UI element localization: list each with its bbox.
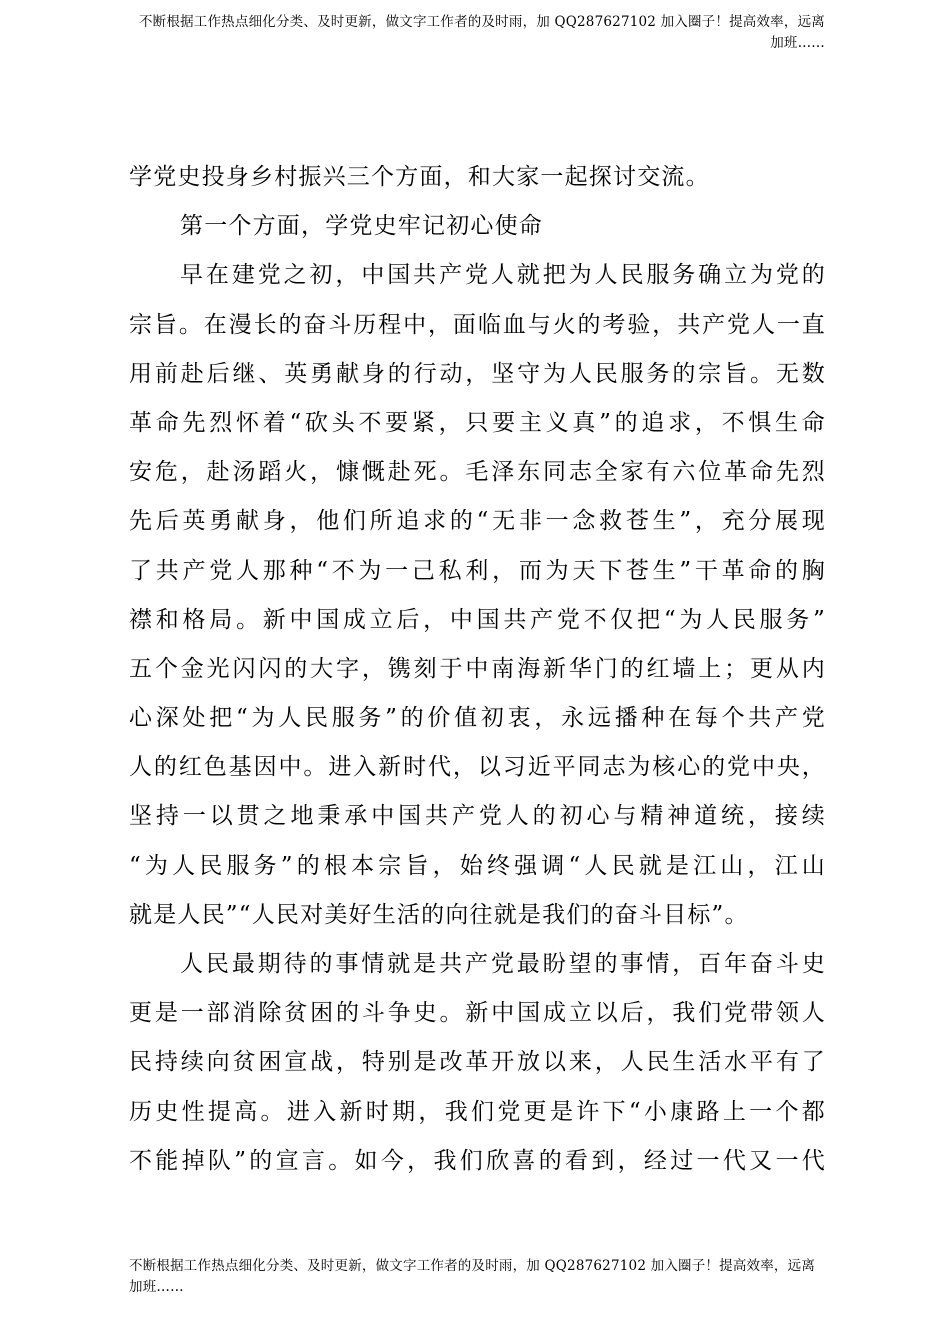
page-header [129, 12, 825, 54]
paragraph-1-line: 心深处把“为人民服务”的价值初衷，永远播种在每个共产党 [129, 705, 826, 732]
paragraph-2-line: 更是一部消除贫困的斗争史。新中国成立以后，我们党带领人 [129, 1000, 826, 1027]
header-line-2: 加班…… [770, 35, 825, 51]
section-heading: 第一个方面，学党史牢记初心使命 [180, 213, 543, 240]
paragraph-2-line: 人民最期待的事情就是共产党最盼望的事情，百年奋斗史 [180, 951, 826, 977]
paragraph-1-line: 用前赴后继、英勇献身的行动，坚守为人民服务的宗旨。无数 [129, 360, 826, 387]
header-line-1: 不断根据工作热点细化分类、及时更新，做文字工作者的及时雨，加 QQ287627102 加入圈子！提高效率，远离 [138, 14, 825, 30]
paragraph-1-line: 五个金光闪闪的大字，镌刻于中南海新华门的红墙上；更从内 [129, 655, 826, 682]
paragraph-1-line: 早在建党之初，中国共产党人就把为人民服务确立为党的 [180, 262, 826, 289]
paragraph-1-line: 坚持一以贯之地秉承中国共产党人的初心与精神道统，接续 [129, 803, 826, 830]
document-body [129, 153, 826, 1186]
paragraph-2-line: 民持续向贫困宣战，特别是改革开放以来，人民生活水平有了 [129, 1049, 826, 1076]
footer-line-1: 不断根据工作热点细化分类、及时更新，做文字工作者的及时雨，加 QQ287627102 加入圈子！提高效率，远离 [129, 1258, 816, 1274]
paragraph-0-line: 学党史投身乡村振兴三个方面，和大家一起探讨交流。 [129, 164, 710, 190]
paragraph-1-line: 襟和格局。新中国成立后，中国共产党不仅把“为人民服务” [129, 606, 826, 633]
paragraph-1-line: 先后英勇献身，他们所追求的“无非一念救苍生”，充分展现 [129, 508, 826, 535]
paragraph-1-line: 了共产党人那种“不为一己私利，而为天下苍生”干革命的胸 [129, 557, 826, 584]
paragraph-1-line: 就是人民”“人民对美好生活的向往就是我们的奋斗目标”。 [129, 901, 749, 928]
page-footer [129, 1256, 829, 1298]
paragraph-1-line: 宗旨。在漫长的奋斗历程中，面临血与火的考验，共产党人一直 [129, 311, 826, 338]
paragraph-2-line: 历史性提高。进入新时期，我们党更是许下“小康路上一个都 [129, 1098, 826, 1125]
paragraph-1-line: 革命先烈怀着“砍头不要紧，只要主义真”的追求，不惧生命 [129, 409, 826, 436]
paragraph-2-line: 不能掉队”的宣言。如今，我们欣喜的看到，经过一代又一代 [129, 1147, 826, 1174]
paragraph-1 [129, 251, 826, 940]
paragraph-2 [129, 940, 826, 1186]
paragraph-1-line: “为人民服务”的根本宗旨，始终强调“人民就是江山，江山 [129, 852, 826, 879]
paragraph-1-line: 人的红色基因中。进入新时代，以习近平同志为核心的党中央， [129, 754, 826, 781]
paragraph-1-line: 安危，赴汤蹈火，慷慨赴死。毛泽东同志全家有六位革命先烈 [129, 459, 826, 486]
footer-line-2: 加班…… [129, 1279, 184, 1295]
